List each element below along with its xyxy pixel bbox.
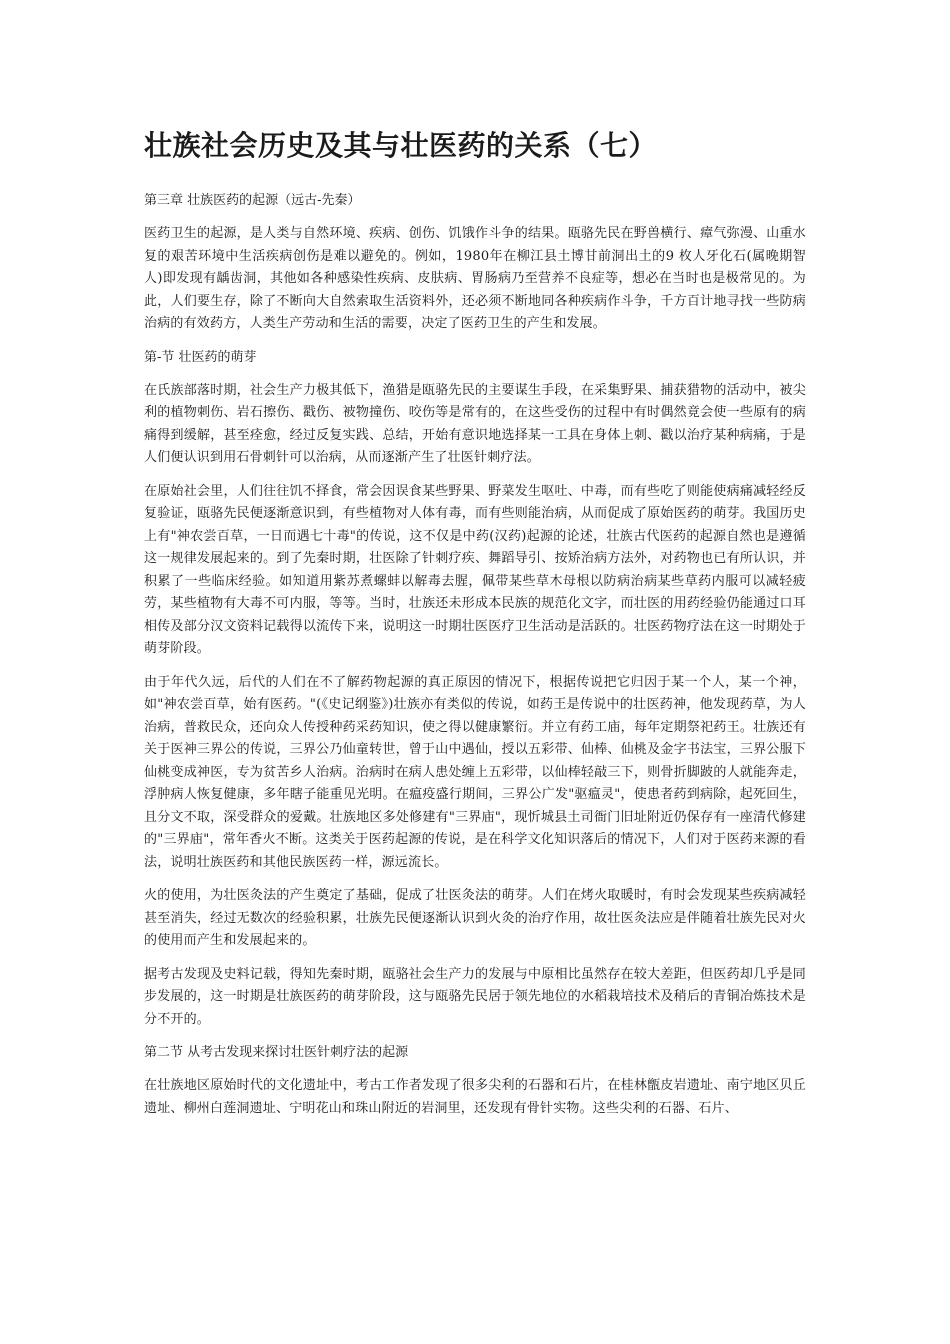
document-title: 壮族社会历史及其与壮医药的关系（七） (144, 129, 658, 162)
section1-paragraph: 据考古发现及史料记载，得知先秦时期，瓯骆社会生产力的发展与中原相比虽然存在较大差距，但医药却几乎是同步发展的，这一时期是壮族医药的萌芽阶段，这与瓯骆先民居于领先地位的水稻栽培技术及稍后的青铜冶炼技术是分不开的。 (144, 966, 806, 1027)
section1-paragraph: 火的使用，为壮医灸法的产生奠定了基础，促成了壮医灸法的萌芽。人们在烤火取暖时，有时会发现某些疾病减轻甚至消失，经过无数次的经验积累，壮族先民便逐渐认识到火灸的治疗作用，故壮医灸法应是伴随着壮族先民对火的使用而产生和发展起来的。 (144, 888, 806, 949)
section2-paragraph: 在壮族地区原始时代的文化遗址中，考古工作者发现了很多尖利的石器和石片，在桂林甑皮岩遗址、南宁地区贝丘遗址、柳州白莲洞遗址、宁明花山和珠山附近的岩洞里，还发现有骨针实物。这些尖利的石器、石片、 (144, 1078, 806, 1116)
section1-heading: 第-节 壮医药的萌芽 (144, 349, 257, 365)
section2-heading: 第二节 从考古发现来探讨壮医针刺疗法的起源 (144, 1045, 409, 1061)
section1-paragraph: 由于年代久远，后代的人们在不了解药物起源的真正原因的情况下，根据传说把它归因于某一个人，某一个神，如"神农尝百草，始有医药。"(《史记纲鉴》)壮族亦有类似的传说，如药王是传说中的壮医药神，他发现药草，为人治病，普救民众，还向众人传授种药采药知识，使之得以健康繁衍。并立有药工庙，每年定期祭祀药王。壮族还有关于医神三界公的传说，三界公乃仙童转世，曾于山中遇仙，授以五彩带、仙棒、仙桃及金字书法宝，三界公服下仙桃变成神医，专为贫苦乡人治病。治病时在病人患处缠上五彩带，以仙棒轻敲三下，则骨折脚跛的人就能奔走，浮肿病人恢复健康，多年瞎子能重见光明。在瘟疫盛行期间，三界公广发"驱瘟灵"，使患者药到病除，起死回生，且分文不取，深受群众的爱戴。壮族地区多处修建有"三界庙"，现忻城县土司衙门旧址附近仍保存有一座清代修建的"三界庙"，常年香火不断。这类关于医药起源的传说，是在科学文化知识落后的情况下，人们对于医药来源的看法，说明壮族医药和其他民族医药一样，源远流长。 (144, 674, 806, 870)
section1-paragraph: 在氏族部落时期，社会生产力极其低下，渔猎是瓯骆先民的主要谋生手段，在采集野果、捕获猎物的活动中，被尖利的植物刺伤、岩石擦伤、戳伤、被物撞伤、咬伤等是常有的，在这些受伤的过程中有时偶然竟会使一些原有的病痛得到缓解，甚至痊愈，经过反复实践、总结，开始有意识地选择某一工具在身体上刺、戳以治疗某种病痛，于是人们便认识到用石骨刺针可以治病，从而逐渐产生了壮医针刺疗法。 (144, 382, 806, 466)
document-page (144, 128, 806, 1131)
intro-paragraph: 医药卫生的起源，是人类与自然环境、疾病、创伤、饥饿作斗争的结果。瓯骆先民在野兽横行、瘴气弥漫、山重水复的艰苦环境中生活疾病创伤是难以避免的。例如，1980年在柳江县土博甘前洞出土的9 枚人牙化石(属晚期智人)即发现有龋齿洞，其他如各种感染性疾病、皮肤病、胃肠病乃至营养不良症等，想必在当时也是极常见的。为此，人们要生存，除了不断向大自然索取生活资料外，还必须不断地同各种疾病作斗争，千方百计地寻找一些防病治病的有效药方，人类生产劳动和生活的需要，决定了医药卫生的产生和发展。 (144, 226, 806, 332)
section1-paragraph: 在原始社会里，人们往往饥不择食，常会因误食某些野果、野菜发生呕吐、中毒，而有些吃了则能使病痛减轻经反复验证，瓯骆先民便逐渐意识到，有些植物对人体有毒，而有些则能治病，从而促成了原始医药的萌芽。我国历史上有"神农尝百草，一日而遇七十毒"的传说，这不仅是中药(汉药)起源的论述，壮族古代医药的起源自然也是遵循这一规律发展起来的。到了先秦时期，壮医除了针刺疗疾、舞蹈导引、按矫治病方法外，对药物也已有所认识，并积累了一些临床经验。如知道用紫苏煮螺蚌以解毒去腥，佩带某些草木母根以防病治病某些草药内服可以减轻疲劳，某些植物有大毒不可内服，等等。当时，壮族还未形成本民族的规范化文字，而壮医的用药经验仍能通过口耳相传及部分汉文资料记载得以流传下来，说明这一时期壮医医疗卫生活动是活跃的。壮医药物疗法在这一时期处于萌芽阶段。 (144, 483, 806, 657)
chapter-heading: 第三章 壮族医药的起源（远古-先秦） (144, 193, 361, 209)
